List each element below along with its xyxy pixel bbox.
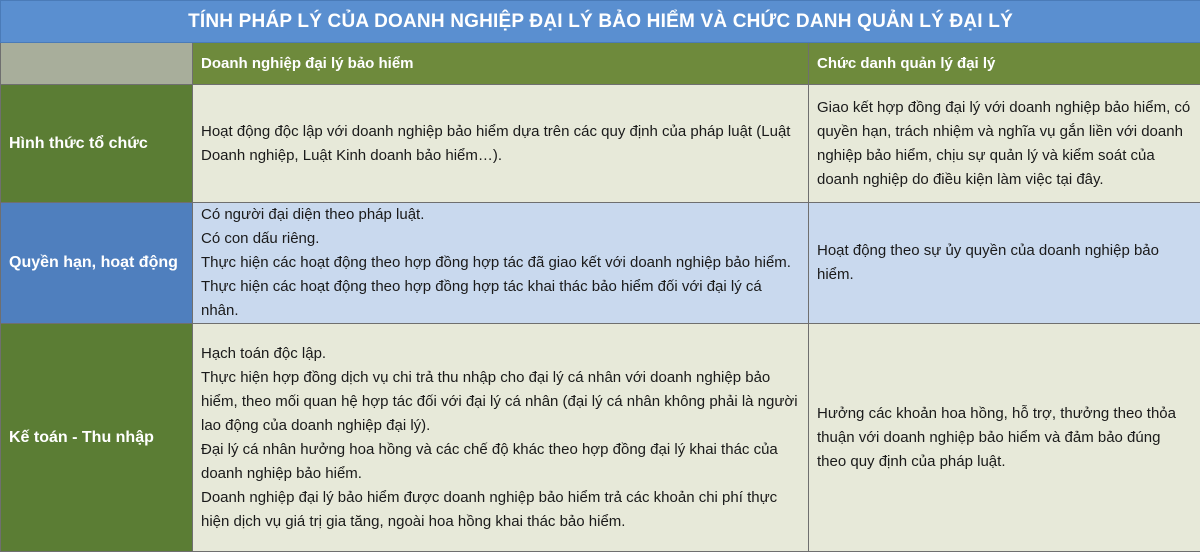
title-row [1,1,1200,43]
text-line: Có con dấu riêng. [201,230,320,247]
cell-authority-manager [809,203,1200,324]
text-line: Hạch toán độc lập. [201,344,327,362]
text-line: Hoạt động độc lập với doanh nghiệp bảo hiểm dựa trên các quy định của pháp luật (Luật Doanh nghiệp, Luật Kinh doanh bảo hiểm…). [201,122,791,164]
table-title: TÍNH PHÁP LÝ CỦA DOANH NGHIỆP ĐẠI LÝ BẢO HIỂM VÀ CHỨC DANH QUẢN LÝ ĐẠI LÝ [1,1,1200,43]
table-row-authority [1,203,1200,324]
text-line: Hưởng các khoản hoa hồng, hỗ trợ, thưởng theo thỏa thuận với doanh nghiệp bảo hiểm và đảm bảo đúng theo quy định của pháp luật. [817,404,1176,470]
header-agent-manager: Chức danh quản lý đại lý [809,43,1200,85]
header-row [1,43,1200,85]
text-line: Đại lý cá nhân hưởng hoa hồng và các chế độ khác theo hợp đồng đại lý khai thác của doanh nghiệp bảo hiểm. [201,440,778,482]
text-line: Thực hiện hợp đồng dịch vụ chi trả thu nhập cho đại lý cá nhân với doanh nghiệp bảo hiểm, theo mối quan hệ hợp tác đối với đại lý cá nhân (đại lý cá nhân không phải là người lao động của doanh nghiệp đại lý). [201,368,798,434]
cell-accounting-manager [809,324,1200,552]
cell-organization-manager [809,85,1200,203]
cell-accounting-agency [193,324,809,552]
row-label-accounting: Kế toán - Thu nhập [1,324,193,552]
table-row-organization [1,85,1200,203]
text-line: Thực hiện các hoạt động theo hợp đồng hợp tác khai thác bảo hiểm đối với đại lý cá nhân. [201,278,762,319]
cell-authority-agency [193,203,809,324]
header-corner [1,43,193,85]
cell-organization-agency [193,85,809,203]
text-line: Giao kết hợp đồng đại lý với doanh nghiệp bảo hiểm, có quyền hạn, trách nhiệm và nghĩa vụ gắn liền với doanh nghiệp bảo hiểm, chịu sự quản lý và kiểm soát của doanh nghiệp do điều kiện làm việc tại đây. [817,98,1191,188]
text-line: Thực hiện các hoạt động theo hợp đồng hợp tác đã giao kết với doanh nghiệp bảo hiểm. [201,254,791,271]
row-label-organization: Hình thức tổ chức [1,85,193,203]
row-label-authority: Quyền hạn, hoạt động [1,203,193,324]
table-row-accounting [1,324,1200,552]
header-insurance-agency: Doanh nghiệp đại lý bảo hiểm [193,43,809,85]
text-line: Có người đại diện theo pháp luật. [201,206,425,223]
text-line: Hoạt động theo sự ủy quyền của doanh nghiệp bảo hiểm. [817,242,1159,283]
text-line: Doanh nghiệp đại lý bảo hiểm được doanh nghiệp bảo hiểm trả các khoản chi phí thực hiện dịch vụ giá trị gia tăng, ngoài hoa hồng khai thác bảo hiểm. [201,488,778,530]
